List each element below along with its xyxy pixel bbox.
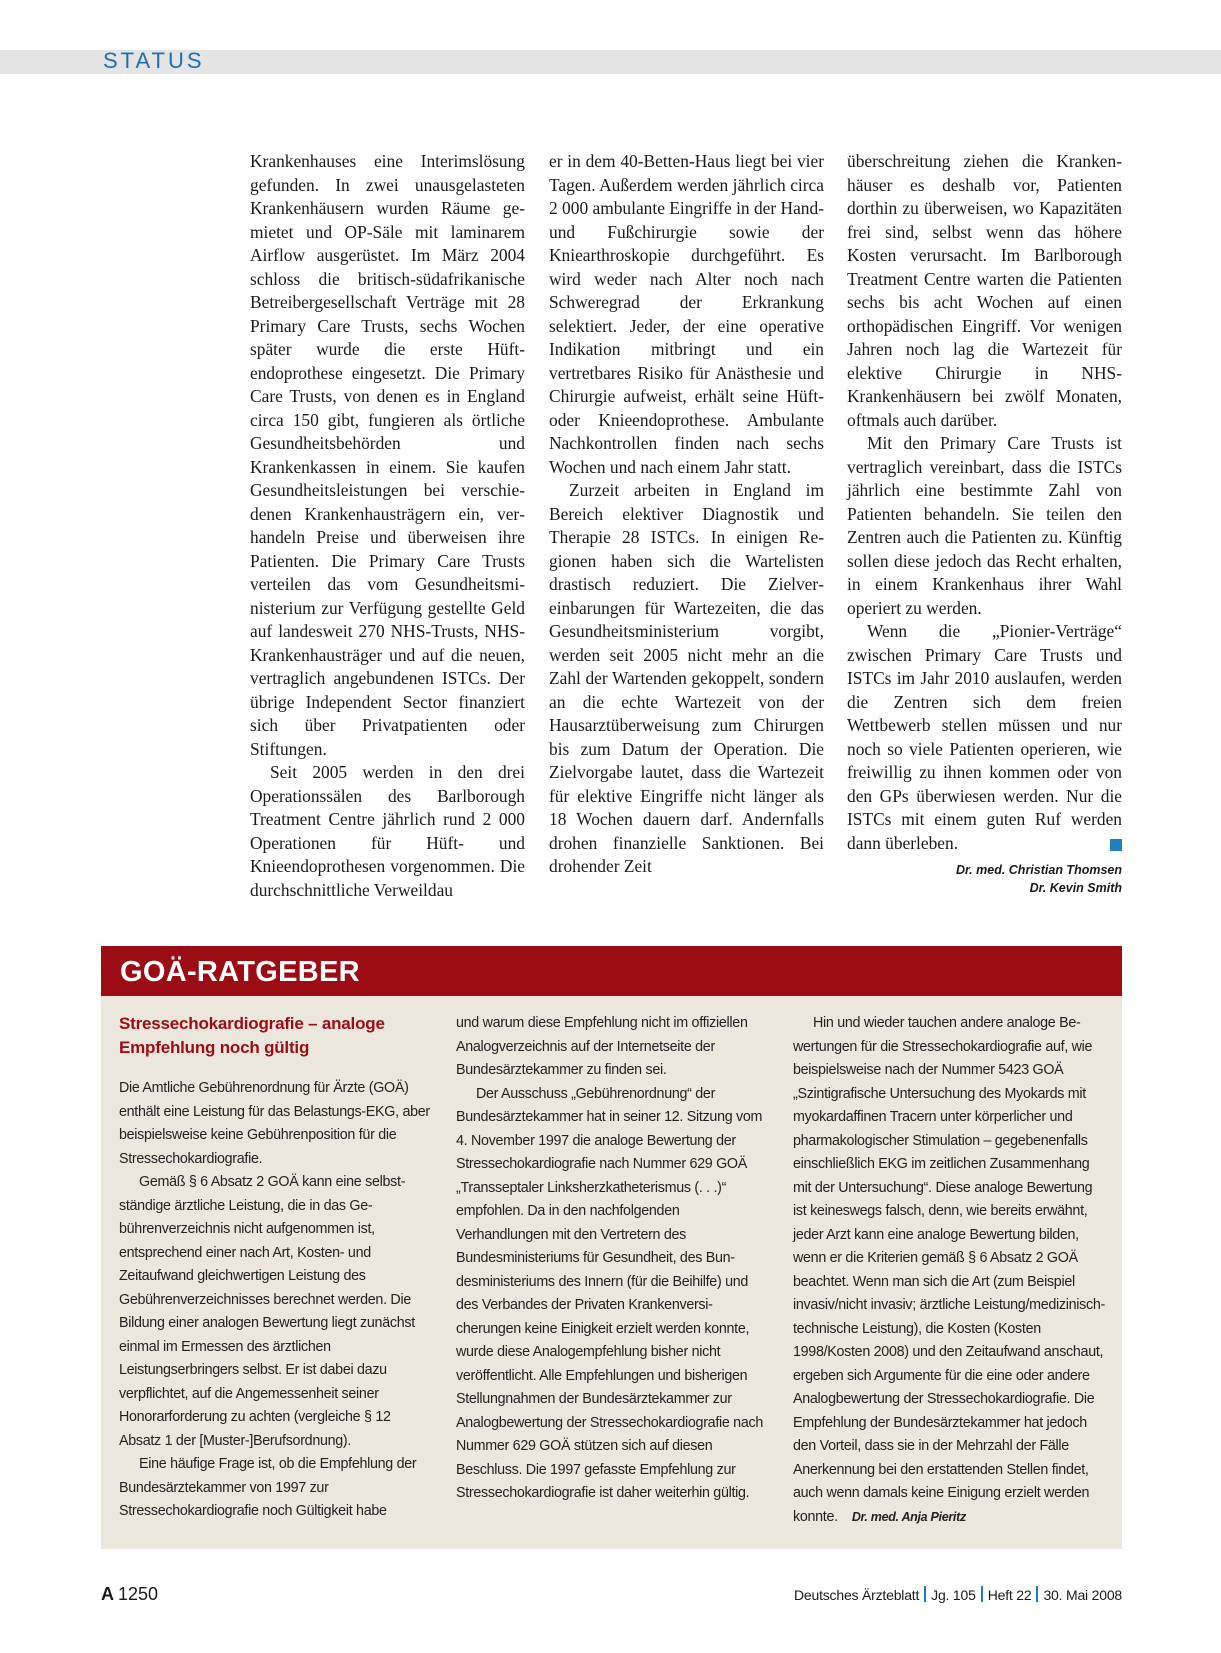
paragraph: und warum diese Empfehlung nicht im offiziellen Analogverzeichnis auf der Internetseite der Bundesärztekammer zu finden sei. bbox=[456, 1015, 748, 1078]
paragraph-final bbox=[793, 1012, 1105, 1529]
author-name: Dr. Kevin Smith bbox=[1029, 881, 1122, 895]
article-column-1 bbox=[250, 150, 525, 902]
paragraph: Der Ausschuss „Gebührenordnung“ der Bundesärztekammer hat in seiner 12. Sitzung vom 4. November 1997 die analoge Bewertung der Stressechokardiografie nach Nummer 629 GOÄ „Transseptaler Linksherzkatheterismus (. . .)“ empfohlen. Da in den nachfolgenden Verhandlungen mit den Vertretern des Bundesministeriums für Gesundheit, des Bundesministeriums des Innern (für die Beihilfe) und des Verbandes der Privaten Krankenversicherungen keine Einigkeit erzielt werden konnte, wurde diese Analogempfehlung bisher nicht veröffentlicht. Alle Empfehlungen und bisherigen Stellungnahmen der Bundesärztekammer zur Analogbewertung der Stressechokardiografie nach Nummer 629 GOÄ stützen sich auf diesen Beschluss. Die 1997 gefasste Empfehlung zur Stressechokardiografie ist daher weiterhin gültig. bbox=[456, 1085, 763, 1501]
box-subheading: Stressechokardiografie – analoge Empfehlung noch gültig bbox=[119, 1014, 385, 1057]
issue: Heft 22 bbox=[987, 1587, 1032, 1603]
box-column-3 bbox=[793, 1012, 1105, 1529]
goae-box-title: GOÄ-RATGEBER bbox=[120, 956, 360, 988]
paragraph: Zurzeit arbeiten in England im Bereich elektiver Diagnostik und Therapie 28 ISTCs. In einigen Regionen haben sich die Wartelisten drastisch reduziert. Die Zielvereinbarungen für Wartezeiten, die das Gesundheitsministerium vorgibt, werden seit 2005 nicht mehr an die Zahl der Wartenden gekoppelt, sondern an die echte Wartezeit von der Hausarztüberweisung zum Chirurgen bis zum Datum der Operation. Die Zielvorgabe lautet, dass die Wartezeit für elektive Eingriffe nicht länger als 18 Wochen dauern darf. Andernfalls drohen finanzielle Sanktionen. Bei drohender Zeit bbox=[549, 480, 824, 876]
date: 30. Mai 2008 bbox=[1043, 1587, 1122, 1603]
paragraph: überschreitung ziehen die Krankenhäuser es deshalb vor, Patienten dorthin zu überweisen, wo Kapazitäten frei sind, selbst wenn das höhere Kosten verursacht. Im Barlborough Treatment Centre warten die Patienten sechs bis acht Wochen auf einen orthopädischen Eingriff. Vor wenigen Jahren noch lag die Wartezeit für elektive Chirurgie in NHS-Krankenhäusern bei zwölf Monaten, oftmals auch darüber. bbox=[847, 151, 1122, 430]
paragraph: Eine häufige Frage ist, ob die Empfehlung der Bundesärztekammer von 1997 zur Stressechokardiografie noch Gültigkeit habe bbox=[119, 1456, 417, 1519]
footer-citation bbox=[794, 1584, 1122, 1606]
paragraph: Seit 2005 werden in den drei Operationssälen des Barlborough Treatment Centre jährlich rund 2 000 Operationen für Hüft- und Knieendoprothesen vorgenommen. Die durchschnittliche Verweildau bbox=[250, 762, 525, 900]
article-column-2 bbox=[549, 150, 824, 879]
box-author: Dr. med. Anja Pieritz bbox=[851, 1509, 966, 1524]
paragraph: er in dem 40-Betten-Haus liegt bei vier Tagen. Außerdem werden jährlich circa 2 000 ambulante Eingriffe in der Hand- und Fußchirurgie sowie der Kniearthroskopie durchgeführt. Es wird weder nach Alter noch nach Schweregrad der Erkrankung selektiert. Jeder, der eine operative Indikation mitbringt und ein vertretbares Risiko für Anästhesie und Chirurgie aufweist, erhält seine Hüft- oder Knieendoprothese. Ambulante Nachkontrollen finden nach sechs Wochen und nach einem Jahr statt. bbox=[549, 151, 824, 477]
box-column-1 bbox=[119, 1012, 431, 1524]
journal-name: Deutsches Ärzteblatt bbox=[793, 1587, 920, 1603]
page-prefix: A bbox=[101, 1584, 114, 1604]
page-number-value: 1250 bbox=[118, 1584, 159, 1604]
paragraph-text: Hin und wieder tauchen andere analoge Bewertungen für die Stressechokardiografie auf, wie beispielsweise nach der Nummer 5423 GOÄ „Szintigrafische Untersuchung des Myokards mit myokardaffinen Tracern unter körperlicher und pharmakologischer Stimulation – gegebenenfalls einschließlich EKG im zeitlichen Zusammenhang mit der Untersuchung“. Diese analoge Bewertung ist keineswegs falsch, denn, wie bereits erwähnt, jeder Arzt kann eine analoge Bewertung bilden, wenn er die Kriterien gemäß § 6 Absatz 2 GOÄ beachtet. Wenn man sich die Art (zum Beispiel invasiv/nicht invasiv; ärztliche Leistung/medizinisch-technische Leistung), die Kosten (Kosten 1998/Kosten 2008) und den Zeitaufwand anschaut, ergeben sich Argumente für die eine oder andere Analogbewertung der Stressechokardiografie. Die Empfehlung der Bundesärztekammer hat jedoch den Vorteil, dass sie in der Mehrzahl der Fälle Anerkennung bei den erstattenden Stellen findet, auch wenn damals keine Einigung erzielt werden konnte. bbox=[793, 1015, 1105, 1525]
paragraph: Gemäß § 6 Absatz 2 GOÄ kann eine selbstständige ärztliche Leistung, die in das Gebührenverzeichnis nicht aufgenommen ist, entsprechend einer nach Art, Kosten- und Zeitaufwand gleichwertigen Leistung des Gebührenverzeichnisses berechnet werden. Die Bildung einer analogen Bewertung liegt zunächst einmal im Ermessen des ärztlichen Leistungserbringers selbst. Er ist dabei dazu verpflichtet, auf die Angemessenheit seiner Honorarforderung zu achten (vergleiche § 12 Absatz 1 der [Muster-]Berufsordnung). bbox=[119, 1174, 415, 1449]
volume: Jg. 105 bbox=[931, 1587, 976, 1603]
paragraph-text: Wenn die „Pionier-Verträge“ zwischen Primary Care Trusts und ISTCs im Jahr 2010 auslaufen, werden die Zentren sich dem freien Wettbewerb stellen müssen und nur noch so viele Patienten operieren, wie freiwillig zu ihnen kommen oder von den GPs überwiesen werden. Nur die ISTCs mit einem guten Ruf werden dann überleben. bbox=[847, 621, 1122, 853]
paragraph-final bbox=[847, 620, 1122, 855]
section-label: STATUS bbox=[103, 48, 205, 73]
separator bbox=[924, 1586, 926, 1602]
article-column-3 bbox=[847, 150, 1122, 897]
author-name: Dr. med. Christian Thomsen bbox=[955, 863, 1122, 877]
paragraph: Mit den Primary Care Trusts ist vertraglich vereinbart, dass die ISTCs jährlich eine bestimmte Zahl von Patienten behandeln. Sie teilen den Zentren auch die Patienten zu. Künftig sollen diese jedoch das Recht erhalten, in einem Krankenhaus ihrer Wahl operiert zu werden. bbox=[847, 433, 1122, 618]
page-number bbox=[101, 1582, 158, 1606]
paragraph: Krankenhauses eine Interimslösung gefunden. In zwei unausgelasteten Krankenhäusern wurden Räume gemietet und OP-Säle mit laminarem Airflow ausgerüstet. Im März 2004 schloss die britisch-südafrikanische Betreibergesellschaft Verträge mit 28 Primary Care Trusts, sechs Wochen später wurde die erste Hüftendoprothese eingesetzt. Die Primary Care Trusts, von denen es in England circa 150 gibt, fungieren als örtliche Gesundheitsbehörden und Krankenkassen in einem. Sie kaufen Gesundheitsleistungen bei verschiedenen Krankenhausträgern ein, verhandeln Preise und überweisen ihre Patienten. Die Primary Care Trusts verteilen das vom Gesundheitsministerium zur Verfügung gestellte Geld auf landesweit 270 NHS-Trusts, NHS-Krankenhausträger und auf die neuen, vertraglich angebundenen ISTCs. Der übrige Independent Sector finanziert sich über Privatpatienten oder Stiftungen. bbox=[250, 151, 525, 759]
separator bbox=[981, 1586, 983, 1602]
end-mark-icon bbox=[1110, 839, 1122, 851]
paragraph: Die Amtliche Gebührenordnung für Ärzte (GOÄ) enthält eine Leistung für das Belastungs-EKG, aber beispielsweise keine Gebührenposition für die Stressechokardiografie. bbox=[119, 1080, 430, 1167]
box-column-2 bbox=[456, 1012, 768, 1506]
article-authors bbox=[847, 861, 1122, 897]
separator bbox=[1036, 1586, 1038, 1602]
